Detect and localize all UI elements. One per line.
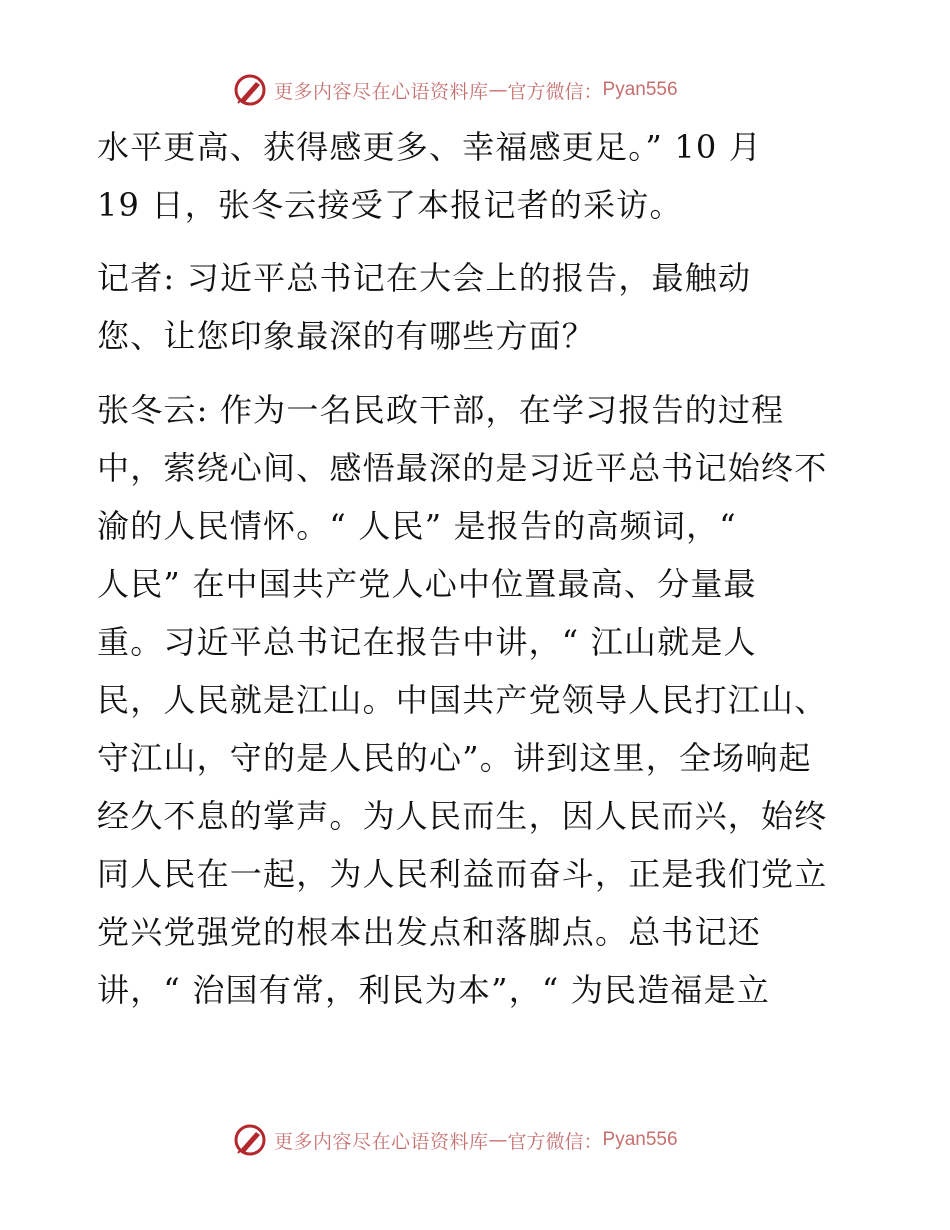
watermark-wechat-id: Pyan556 [602,1129,678,1150]
watermark-text: 更多内容尽在心语资料库 [274,80,489,103]
text-line: 守江山，守的是人民的心”。讲到这里，全场响起 [97,739,812,777]
text-line: 民，人民就是江山。中国共产党领导人民打江山、 [97,681,828,719]
watermark-dash: — [488,79,508,101]
text-line: 中，萦绕心间、感悟最深的是习近平总书记始终不 [97,449,828,487]
text-line: 张冬云: 作为一名民政干部，在学习报告的过程 [97,391,785,429]
text-line: 同人民在一起，为人民利益而奋斗，正是我们党立 [97,855,828,893]
text-line: 水平更高、获得感更多、幸福感更足。” 10 月 [97,128,763,166]
text-line: 您、让您印象最深的有哪些方面？ [97,317,596,355]
watermark-dash: — [488,1129,508,1151]
pen-logo-icon [232,1122,268,1158]
watermark-wechat-label: 官方微信： [507,1130,603,1153]
text-line: 人民” 在中国共产党人心中位置最高、分量最 [97,565,757,603]
text-line: 渝的人民情怀。“ 人民” 是报告的高频词，“ [97,507,737,545]
watermark-text: 更多内容尽在心语资料库 [274,1130,489,1153]
text-line: 党兴党强党的根本出发点和落脚点。总书记还 [97,913,762,951]
text-line: 经久不息的掌声。为人民而生，因人民而兴，始终 [97,797,828,835]
text-line: 重。习近平总书记在报告中讲，“ 江山就是人 [97,623,757,661]
text-line: 19 日，张冬云接受了本报记者的采访。 [97,186,683,224]
watermark-header [232,70,678,110]
pen-logo-icon [232,72,268,108]
watermark-footer [232,1120,678,1160]
watermark-wechat-id: Pyan556 [602,79,678,100]
text-line: 讲，“ 治国有常，利民为本”，“ 为民造福是立 [97,971,771,1009]
watermark-wechat-label: 官方微信： [507,80,603,103]
text-line: 记者: 习近平总书记在大会上的报告，最触动 [97,259,752,297]
